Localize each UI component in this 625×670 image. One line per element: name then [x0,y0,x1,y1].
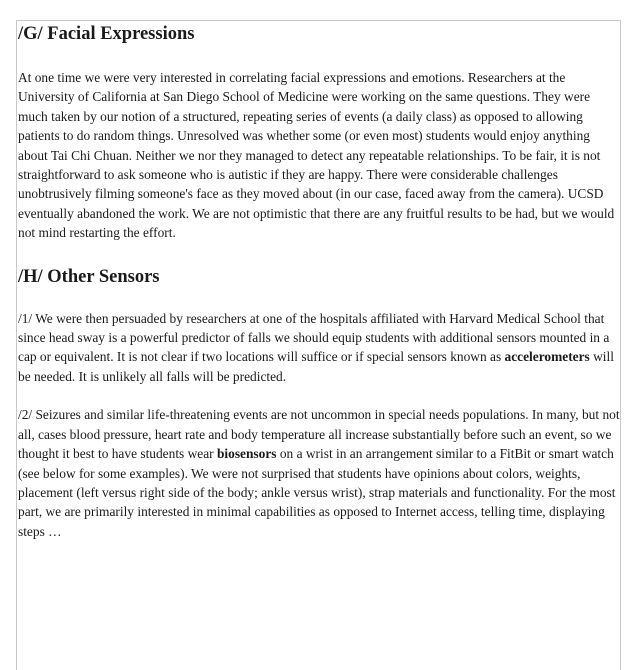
section-g-paragraph: At one time we were very interested in correlating facial expressions and emotions. Researchers at the University of California at San Diego School of Medicine were working on the same questions. They were much taken by our notion of a structured, repeating series of events (a daily class) as opposed to allowing patients to do random things. Unresolved was whether some (or even most) students would enjoy anything about Tai Chi Chuan. Neither we nor they managed to detect any repeatable relationships. To be fair, it is not straightforward to ask someone who is autistic if they are happy. There were considerable challenges unobtrusively filming someone's face as they moved about (in our case, faced away from the camera). UCSD eventually abandoned the work. We are not optimistic that there are any fruitful results to be had, but we would not mind restarting the effort. [18,70,615,241]
biosensors-term: biosensors [216,446,277,462]
sensor-item-2-text-end: on a wrist in an arrangement similar to a FitBit or smart watch (see below for some examples). We were not surprised that students have opinions about colors, weights, placement (left versus right side of the body; ankle versus wrist), strap materials and functionality. For the most part, we are primarily interested in minimal capabilities as opposed to Internet access, telling time, displaying steps … [18,446,616,539]
accelerometers-term: accelerometers [504,349,590,365]
sensor-item-2 [18,405,623,541]
sensor-item-1-text: /1/ We were then persuaded by researchers at one of the hospitals affiliated with Harvard Medical School that since head sway is a powerful predictor of falls we should equip students with additional sensors mounted in a cap or equivalent. It is not clear if two locations will suffice or if special sensors known as [18,310,610,365]
sensor-item-1 [18,309,623,387]
section-h-heading: /H/ Other Sensors [18,266,160,287]
section-g-heading: /G/ Facial Expressions [18,24,195,44]
sensor-item-2-text: /2/ Seizures and similar life-threatening events are not uncommon in special needs populations. In many, but not all, cases blood pressure, heart rate and body temperature all increase substantially before such an event, so we thought it best to have students wear [18,407,620,462]
sensor-item-1-text-end: will be needed. It is unlikely all falls will be predicted. [18,349,614,384]
document-content [18,22,623,541]
